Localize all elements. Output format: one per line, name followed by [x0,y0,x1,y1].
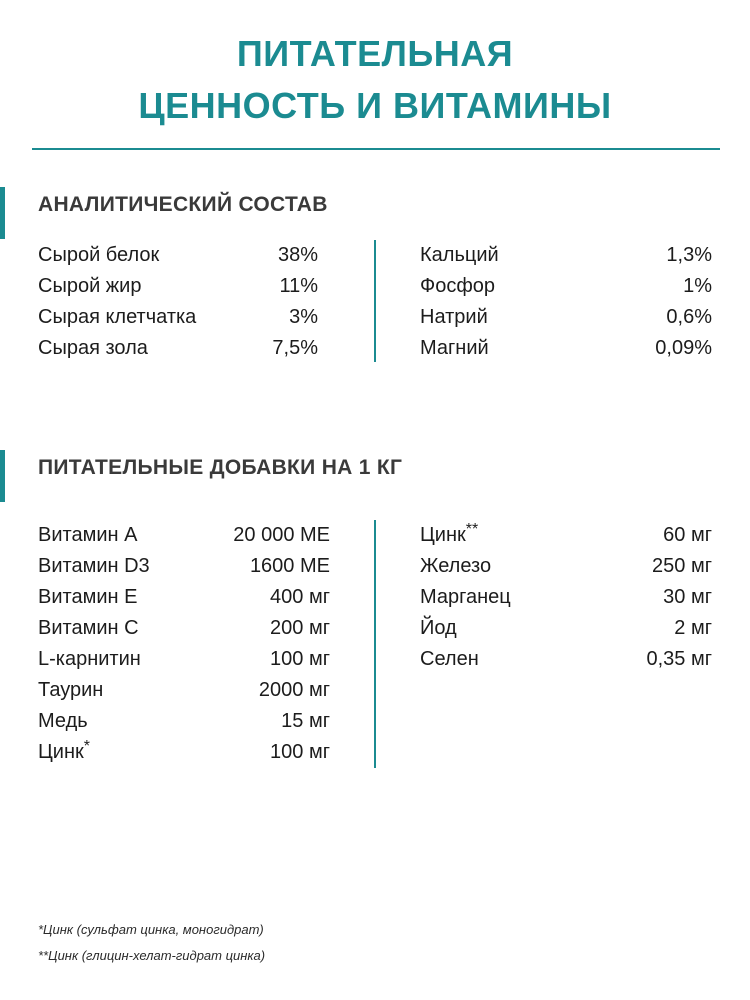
nutrient-name: Сырая клетчатка [38,306,197,328]
additive-row [420,582,712,613]
additive-value: 100 мг [270,648,330,670]
page-title [0,28,750,132]
additive-row [38,520,330,551]
additive-name: Йод [420,617,457,639]
additive-row [38,706,330,737]
additive-value: 400 мг [270,586,330,608]
additive-name: Марганец [420,586,511,608]
nutrient-name: Сырой жир [38,275,142,297]
additive-row [38,582,330,613]
section-marker-analytical [0,187,5,239]
additive-row [38,737,330,768]
nutrient-value: 3% [289,306,318,328]
title-line-1: ПИТАТЕЛЬНАЯ [236,33,514,74]
nutrient-name: Магний [420,337,489,359]
footnote-mark: ** [465,521,479,538]
additive-row [38,675,330,706]
additive-name: Цинк** [420,521,479,546]
nutrient-value: 0,6% [666,306,712,328]
additive-value: 60 мг [663,524,712,546]
additive-name: Цинк* [38,738,90,763]
additive-value: 30 мг [663,586,712,608]
column-divider-analytical [374,240,376,362]
additive-row [420,520,712,551]
nutrient-name: Натрий [420,306,488,328]
additive-name: Железо [420,555,492,577]
additive-value: 200 мг [270,617,330,639]
additive-row [420,551,712,582]
additive-row [38,613,330,644]
additive-value: 250 мг [652,555,712,577]
additive-name: Витамин С [38,617,139,639]
nutrient-name: Сырая зола [38,337,148,359]
additive-name: Витамин А [38,524,138,546]
nutrient-value: 1% [683,275,712,297]
footnote-zinc-sulfate: *Цинк (сульфат цинка, моногидрат) [38,922,264,937]
nutrient-value: 0,09% [655,337,712,359]
nutrient-value: 7,5% [272,337,318,359]
analytical-row [420,333,712,364]
analytical-row [420,302,712,333]
section-heading-analytical: АНАЛИТИЧЕСКИЙ СОСТАВ [38,193,328,216]
additive-name: L-карнитин [38,648,141,670]
additive-name: Таурин [38,679,104,701]
title-divider [32,148,720,150]
nutrient-name: Фосфор [420,275,496,297]
analytical-row [420,271,712,302]
additive-name: Витамин Е [38,586,138,608]
additive-row [38,551,330,582]
additive-value: 0,35 мг [646,648,712,670]
additive-row [420,613,712,644]
nutrient-value: 38% [277,244,318,266]
additive-name: Селен [420,648,479,670]
nutrient-name: Кальций [420,244,499,266]
nutrient-name: Сырой белок [38,244,160,266]
additive-value: 2 мг [674,617,712,639]
additive-name: Медь [38,710,88,732]
section-heading-additives: ПИТАТЕЛЬНЫЕ ДОБАВКИ НА 1 КГ [38,456,403,479]
analytical-row [38,271,318,302]
section-marker-additives [0,450,5,502]
column-divider-additives [374,520,376,768]
nutrient-value: 11% [279,275,318,297]
additive-value: 2000 мг [258,679,330,701]
additive-row [420,644,712,675]
additive-row [38,644,330,675]
additive-value: 1600 МЕ [249,555,330,577]
additive-value: 100 мг [270,741,330,763]
analytical-row [420,240,712,271]
footnote-mark: * [83,738,90,755]
nutrient-value: 1,3% [666,244,712,266]
additive-name: Витамин D3 [38,555,150,577]
analytical-row [38,302,318,333]
additive-value: 20 000 МЕ [233,524,330,546]
analytical-row [38,333,318,364]
title-line-2: ЦЕННОСТЬ И ВИТАМИНЫ [138,85,612,126]
footnote-zinc-chelate: **Цинк (глицин-хелат-гидрат цинка) [38,948,266,963]
additive-value: 15 мг [281,710,330,732]
analytical-row [38,240,318,271]
